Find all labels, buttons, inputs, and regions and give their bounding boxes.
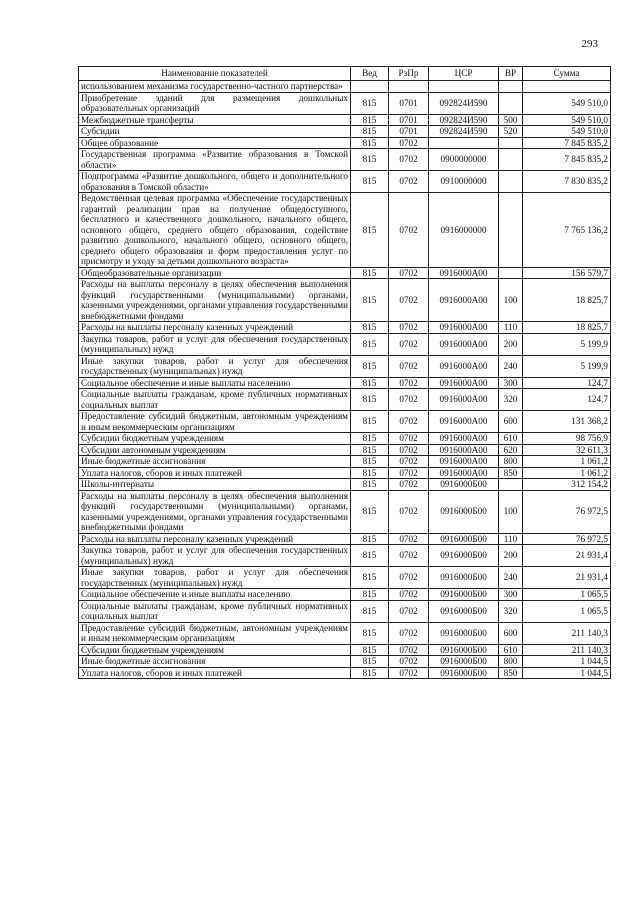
- cell-name: Закупка товаров, работ и услуг для обеспечения государственных (муниципальных) нужд: [79, 333, 351, 355]
- cell-sum: 7 845 835,2: [523, 137, 611, 149]
- cell-csr: 0916000А00: [429, 267, 499, 279]
- cell-ved: 815: [351, 92, 389, 114]
- cell-name: Социальное обеспечение и иные выплаты населению: [79, 589, 351, 601]
- cell-name: Субсидии бюджетным учреждениям: [79, 644, 351, 656]
- table-row: [79, 171, 611, 193]
- cell-ved: 815: [351, 411, 389, 433]
- table-row: [79, 411, 611, 433]
- cell-rzpr: 0702: [389, 589, 429, 601]
- cell-rzpr: [389, 81, 429, 93]
- cell-ved: 815: [351, 322, 389, 334]
- cell-name: использованием механизма государственно-частного партнерства»: [79, 81, 351, 93]
- cell-ved: 815: [351, 589, 389, 601]
- cell-name: Межбюджетные трансферты: [79, 114, 351, 126]
- cell-sum: 1 044,5: [523, 656, 611, 668]
- cell-rzpr: 0702: [389, 533, 429, 545]
- cell-rzpr: 0702: [389, 667, 429, 679]
- cell-vr: 610: [499, 644, 523, 656]
- cell-vr: [499, 267, 523, 279]
- cell-vr: 620: [499, 444, 523, 456]
- table-row: [79, 377, 611, 389]
- table-row: [79, 137, 611, 149]
- header-vr: ВР: [499, 67, 523, 81]
- cell-rzpr: 0702: [389, 389, 429, 411]
- cell-rzpr: 0702: [389, 567, 429, 589]
- cell-rzpr: 0702: [389, 267, 429, 279]
- header-ved: Вед: [351, 67, 389, 81]
- table-row: [79, 589, 611, 601]
- cell-vr: 610: [499, 433, 523, 445]
- table-row: [79, 467, 611, 479]
- cell-name: Субсидии автономным учреждениям: [79, 444, 351, 456]
- cell-sum: 21 931,4: [523, 545, 611, 567]
- cell-sum: 5 199,9: [523, 355, 611, 377]
- cell-name: Общеобразовательные организации: [79, 267, 351, 279]
- cell-sum: 1 061,2: [523, 456, 611, 468]
- cell-sum: 32 611,3: [523, 444, 611, 456]
- cell-csr: 0916000Б00: [429, 479, 499, 491]
- cell-ved: 815: [351, 667, 389, 679]
- cell-rzpr: 0702: [389, 644, 429, 656]
- cell-vr: [499, 193, 523, 268]
- budget-table: [78, 66, 611, 679]
- cell-vr: 320: [499, 600, 523, 622]
- cell-name: Социальное обеспечение и иные выплаты населению: [79, 377, 351, 389]
- cell-sum: [523, 81, 611, 93]
- cell-csr: 0916000Б00: [429, 656, 499, 668]
- cell-ved: 815: [351, 533, 389, 545]
- cell-rzpr: 0702: [389, 467, 429, 479]
- cell-rzpr: 0702: [389, 149, 429, 171]
- header-sum: Сумма: [523, 67, 611, 81]
- cell-vr: 800: [499, 456, 523, 468]
- cell-name: Общее образование: [79, 137, 351, 149]
- cell-rzpr: 0702: [389, 656, 429, 668]
- cell-csr: [429, 137, 499, 149]
- cell-csr: 092824И590: [429, 92, 499, 114]
- cell-csr: 0916000А00: [429, 377, 499, 389]
- cell-vr: 600: [499, 622, 523, 644]
- cell-rzpr: 0702: [389, 322, 429, 334]
- cell-csr: 0916000Б00: [429, 545, 499, 567]
- table-row: [79, 444, 611, 456]
- cell-sum: 124,7: [523, 377, 611, 389]
- table-row: [79, 433, 611, 445]
- cell-ved: 815: [351, 193, 389, 268]
- cell-sum: 7 830 835,2: [523, 171, 611, 193]
- cell-vr: 500: [499, 114, 523, 126]
- cell-csr: 092824И590: [429, 114, 499, 126]
- cell-sum: 1 061,2: [523, 467, 611, 479]
- cell-name: Подпрограмма «Развитие дошкольного, общего и дополнительного образования в Томской области»: [79, 171, 351, 193]
- cell-vr: 520: [499, 126, 523, 138]
- cell-name: Предоставление субсидий бюджетным, автономным учреждениям и иным некоммерческим организациям: [79, 411, 351, 433]
- cell-ved: 815: [351, 490, 389, 533]
- cell-rzpr: 0702: [389, 333, 429, 355]
- cell-csr: 0916000Б00: [429, 533, 499, 545]
- cell-rzpr: 0702: [389, 490, 429, 533]
- cell-csr: [429, 81, 499, 93]
- cell-vr: 110: [499, 533, 523, 545]
- table-row: [79, 322, 611, 334]
- cell-sum: 1 065,5: [523, 589, 611, 601]
- cell-name: Приобретение зданий для размещения дошкольных образовательных организаций: [79, 92, 351, 114]
- cell-ved: 815: [351, 149, 389, 171]
- cell-csr: 0916000Б00: [429, 589, 499, 601]
- cell-name: Социальные выплаты гражданам, кроме публичных нормативных социальных выплат: [79, 600, 351, 622]
- cell-ved: 815: [351, 644, 389, 656]
- cell-vr: 200: [499, 545, 523, 567]
- cell-csr: 0916000А00: [429, 333, 499, 355]
- cell-sum: 211 140,3: [523, 622, 611, 644]
- cell-ved: 815: [351, 333, 389, 355]
- cell-csr: 0916000А00: [429, 389, 499, 411]
- cell-name: Расходы на выплаты персоналу в целях обеспечения выполнения функций государственными (муниципальными) органами, казенными учреждениями, органами управления государственными внебюджетными фондами: [79, 490, 351, 533]
- cell-vr: [499, 81, 523, 93]
- cell-name: Социальные выплаты гражданам, кроме публичных нормативных социальных выплат: [79, 389, 351, 411]
- table-header-row: [79, 67, 611, 81]
- cell-sum: 18 825,7: [523, 322, 611, 334]
- cell-name: Иные закупки товаров, работ и услуг для обеспечения государственных (муниципальных) нужд: [79, 567, 351, 589]
- cell-name: Предоставление субсидий бюджетным, автономным учреждениям и иным некоммерческим организациям: [79, 622, 351, 644]
- table-row: [79, 267, 611, 279]
- table-row: [79, 333, 611, 355]
- cell-rzpr: 0702: [389, 444, 429, 456]
- cell-rzpr: 0701: [389, 126, 429, 138]
- cell-sum: 76 972,5: [523, 533, 611, 545]
- cell-name: Уплата налогов, сборов и иных платежей: [79, 667, 351, 679]
- cell-name: Субсидии: [79, 126, 351, 138]
- table-row: [79, 279, 611, 322]
- cell-csr: 0916000А00: [429, 433, 499, 445]
- cell-sum: 549 510,0: [523, 92, 611, 114]
- cell-sum: 18 825,7: [523, 279, 611, 322]
- cell-vr: 300: [499, 377, 523, 389]
- table-row: [79, 533, 611, 545]
- cell-name: Иные бюджетные ассигнования: [79, 656, 351, 668]
- cell-rzpr: 0702: [389, 600, 429, 622]
- cell-vr: [499, 92, 523, 114]
- cell-sum: 7 845 835,2: [523, 149, 611, 171]
- cell-ved: 815: [351, 456, 389, 468]
- cell-rzpr: 0702: [389, 411, 429, 433]
- cell-rzpr: 0702: [389, 479, 429, 491]
- table-row: [79, 667, 611, 679]
- table-row: [79, 622, 611, 644]
- header-csr: ЦСР: [429, 67, 499, 81]
- cell-name: Расходы на выплаты персоналу казенных учреждений: [79, 322, 351, 334]
- cell-ved: 815: [351, 267, 389, 279]
- cell-csr: 0916000000: [429, 193, 499, 268]
- table-row: [79, 479, 611, 491]
- cell-csr: 0910000000: [429, 171, 499, 193]
- cell-rzpr: 0701: [389, 92, 429, 114]
- cell-csr: 0916000А00: [429, 444, 499, 456]
- cell-sum: 98 756,9: [523, 433, 611, 445]
- cell-sum: 1 044,5: [523, 667, 611, 679]
- table-row: [79, 545, 611, 567]
- cell-vr: [499, 137, 523, 149]
- cell-sum: 21 931,4: [523, 567, 611, 589]
- cell-sum: 156 579,7: [523, 267, 611, 279]
- table-row: [79, 92, 611, 114]
- cell-name: Школы-интернаты: [79, 479, 351, 491]
- cell-rzpr: 0702: [389, 377, 429, 389]
- table-row: [79, 656, 611, 668]
- cell-csr: 092824И590: [429, 126, 499, 138]
- cell-ved: 815: [351, 622, 389, 644]
- cell-vr: [499, 171, 523, 193]
- cell-rzpr: 0702: [389, 193, 429, 268]
- cell-ved: 815: [351, 467, 389, 479]
- table-row: [79, 600, 611, 622]
- cell-name: Субсидии бюджетным учреждениям: [79, 433, 351, 445]
- cell-ved: 815: [351, 656, 389, 668]
- header-name: Наименование показателей: [79, 67, 351, 81]
- cell-csr: 0900000000: [429, 149, 499, 171]
- cell-csr: 0916000Б00: [429, 644, 499, 656]
- cell-sum: 7 765 136,2: [523, 193, 611, 268]
- cell-rzpr: 0702: [389, 137, 429, 149]
- cell-ved: 815: [351, 126, 389, 138]
- table-row: [79, 355, 611, 377]
- cell-rzpr: 0702: [389, 355, 429, 377]
- cell-ved: 815: [351, 377, 389, 389]
- cell-sum: 1 065,5: [523, 600, 611, 622]
- page-number: 293: [581, 38, 598, 50]
- cell-sum: 76 972,5: [523, 490, 611, 533]
- cell-sum: 312 154,2: [523, 479, 611, 491]
- cell-csr: 0916000Б00: [429, 667, 499, 679]
- cell-csr: 0916000Б00: [429, 600, 499, 622]
- cell-vr: 300: [499, 589, 523, 601]
- cell-sum: 5 199,9: [523, 333, 611, 355]
- cell-csr: 0916000А00: [429, 322, 499, 334]
- cell-vr: 800: [499, 656, 523, 668]
- table-body: [79, 81, 611, 679]
- cell-name: Государственная программа «Развитие образования в Томской области»: [79, 149, 351, 171]
- cell-rzpr: 0702: [389, 622, 429, 644]
- cell-ved: 815: [351, 355, 389, 377]
- cell-ved: 815: [351, 545, 389, 567]
- cell-rzpr: 0701: [389, 114, 429, 126]
- cell-vr: 240: [499, 355, 523, 377]
- cell-sum: 131 368,2: [523, 411, 611, 433]
- cell-sum: 549 510,0: [523, 114, 611, 126]
- cell-csr: 0916000А00: [429, 355, 499, 377]
- cell-vr: 850: [499, 467, 523, 479]
- cell-name: Иные закупки товаров, работ и услуг для обеспечения государственных (муниципальных) нужд: [79, 355, 351, 377]
- cell-vr: 110: [499, 322, 523, 334]
- cell-vr: 600: [499, 411, 523, 433]
- cell-name: Расходы на выплаты персоналу казенных учреждений: [79, 533, 351, 545]
- cell-rzpr: 0702: [389, 545, 429, 567]
- cell-ved: 815: [351, 600, 389, 622]
- cell-vr: 200: [499, 333, 523, 355]
- cell-csr: 0916000А00: [429, 279, 499, 322]
- table-row: [79, 114, 611, 126]
- cell-rzpr: 0702: [389, 456, 429, 468]
- cell-ved: 815: [351, 171, 389, 193]
- table-row: [79, 490, 611, 533]
- cell-ved: 815: [351, 433, 389, 445]
- cell-rzpr: 0702: [389, 433, 429, 445]
- table-row: [79, 644, 611, 656]
- cell-vr: 240: [499, 567, 523, 589]
- cell-csr: 0916000Б00: [429, 490, 499, 533]
- cell-name: Закупка товаров, работ и услуг для обеспечения государственных (муниципальных) нужд: [79, 545, 351, 567]
- cell-vr: 320: [499, 389, 523, 411]
- cell-name: Ведомственная целевая программа «Обеспечение государственных гарантий реализации прав на получение общедоступного, бесплатного и качественного дошкольного, начального общего, основного общего, среднего общего образования, содействие развитию дошкольного, начального общего, основного общего, среднего общего образования и форм предоставления услуг по присмотру и уходу за детьми дошкольного возраста»: [79, 193, 351, 268]
- table-row: [79, 567, 611, 589]
- cell-csr: 0916000А00: [429, 411, 499, 433]
- cell-vr: [499, 149, 523, 171]
- cell-csr: 0916000Б00: [429, 622, 499, 644]
- header-rzpr: РзПр: [389, 67, 429, 81]
- cell-rzpr: 0702: [389, 171, 429, 193]
- cell-sum: 211 140,3: [523, 644, 611, 656]
- cell-ved: 815: [351, 479, 389, 491]
- cell-ved: 815: [351, 114, 389, 126]
- cell-name: Уплата налогов, сборов и иных платежей: [79, 467, 351, 479]
- cell-csr: 0916000А00: [429, 456, 499, 468]
- table-row: [79, 81, 611, 93]
- table-row: [79, 149, 611, 171]
- table-row: [79, 389, 611, 411]
- cell-csr: 0916000А00: [429, 467, 499, 479]
- cell-ved: 815: [351, 279, 389, 322]
- cell-sum: 124,7: [523, 389, 611, 411]
- table-row: [79, 193, 611, 268]
- cell-ved: 815: [351, 567, 389, 589]
- cell-sum: 549 510,0: [523, 126, 611, 138]
- cell-ved: 815: [351, 444, 389, 456]
- cell-vr: [499, 479, 523, 491]
- cell-vr: 850: [499, 667, 523, 679]
- cell-vr: 100: [499, 490, 523, 533]
- cell-ved: [351, 81, 389, 93]
- cell-ved: 815: [351, 137, 389, 149]
- cell-vr: 100: [499, 279, 523, 322]
- table-row: [79, 456, 611, 468]
- cell-csr: 0916000Б00: [429, 567, 499, 589]
- cell-rzpr: 0702: [389, 279, 429, 322]
- cell-ved: 815: [351, 389, 389, 411]
- cell-name: Иные бюджетные ассигнования: [79, 456, 351, 468]
- table-row: [79, 126, 611, 138]
- cell-name: Расходы на выплаты персоналу в целях обеспечения выполнения функций государственными (муниципальными) органами, казенными учреждениями, органами управления государственными внебюджетными фондами: [79, 279, 351, 322]
